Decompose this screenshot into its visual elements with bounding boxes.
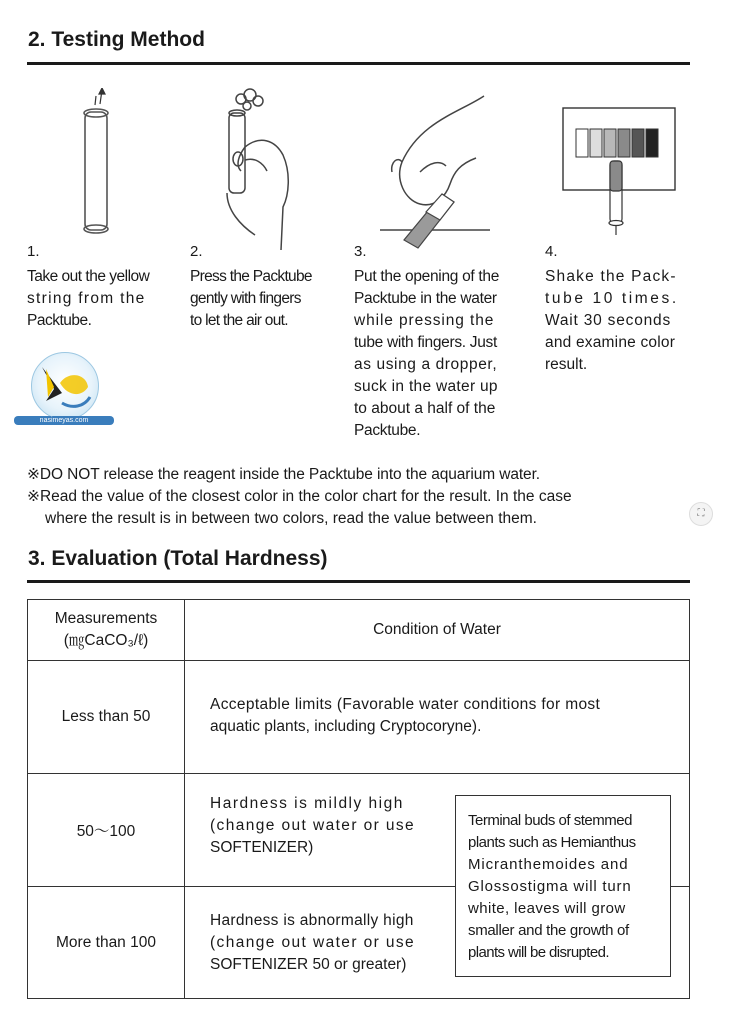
text-line: Packtube. [27, 312, 92, 329]
text-line: (change out water or use [210, 816, 416, 834]
header-text: Measurements [54, 610, 158, 627]
pull-arrow-icon [95, 88, 105, 105]
watermark-site: nasimeyas.com [14, 416, 114, 425]
text-line: Take out the yellow [27, 268, 150, 285]
text-line: and examine color [545, 334, 676, 351]
text-line: Shake the Pack- [545, 268, 677, 285]
text-line: result. [545, 356, 588, 373]
step-number: 3. [354, 243, 367, 260]
text-line: Hardness is abnormally high [210, 911, 414, 929]
step4-illustration [562, 107, 677, 237]
text-line: Put the opening of the [354, 268, 500, 285]
note-reading: ※Read the value of the closest color in the color chart for the result. In the case [27, 488, 572, 505]
packtube-icon [404, 194, 454, 248]
text-line: Acceptable limits (Favorable water conditions for most [210, 695, 601, 713]
expand-icon[interactable]: ⛶ [689, 502, 713, 526]
watermark-logo [31, 352, 99, 420]
step-number: 2. [190, 243, 203, 260]
text-line: Press the Packtube [190, 268, 312, 285]
table-header-row [28, 600, 690, 661]
text-line: Hardness is mildly high [210, 794, 404, 812]
fish-icon [32, 353, 98, 419]
section-title-testing: 2. Testing Method [28, 28, 205, 51]
packtube-icon [84, 109, 108, 233]
text-line: suck in the water up [354, 378, 498, 395]
text-line: tube 10 times. [545, 290, 679, 307]
measure-cell: 50〜100 [28, 774, 185, 887]
text-line: aquatic plants, including Cryptocoryne). [210, 717, 482, 735]
condition-cell [185, 661, 690, 774]
step3-illustration [380, 92, 490, 252]
measure-cell: Less than 50 [28, 661, 185, 774]
hand-icon [227, 140, 288, 250]
text-line: SOFTENIZER) [210, 838, 314, 856]
text-line: smaller and the growth of [468, 922, 629, 939]
text-line: (change out water or use [210, 933, 416, 951]
air-bubble-icon [236, 89, 263, 110]
step2-illustration [215, 85, 305, 250]
text-line: Packtube in the water [354, 290, 497, 307]
section-title-evaluation: 3. Evaluation (Total Hardness) [28, 547, 328, 570]
text-line: Terminal buds of stemmed [468, 812, 632, 829]
note-reading-cont: where the result is in between two colors, read the value between them. [45, 510, 537, 527]
text-line: as using a dropper, [354, 356, 498, 373]
table-row [28, 661, 690, 774]
text-line: Packtube. [354, 422, 421, 439]
text-line: to about a half of the [354, 400, 496, 417]
text-line: SOFTENIZER 50 or greater) [210, 955, 407, 973]
step1-illustration [70, 88, 130, 238]
header-condition: Condition of Water [185, 600, 690, 661]
packtube-icon [609, 161, 623, 235]
step-1-text [27, 266, 149, 332]
text-line: Glossostigma will turn [468, 878, 632, 895]
hand-icon [392, 96, 484, 205]
note-warning: ※DO NOT release the reagent inside the Packtube into the aquarium water. [27, 466, 540, 483]
step-number: 1. [27, 243, 40, 260]
step-2-text [190, 266, 312, 332]
text-line: while pressing the [354, 312, 495, 329]
text-line: string from the [27, 290, 146, 307]
text-line: plants such as Hemianthus [468, 834, 636, 851]
header-measurements [28, 600, 185, 661]
step-number: 4. [545, 243, 558, 260]
section-rule [27, 62, 690, 65]
text-line: tube with fingers. Just [354, 334, 498, 351]
header-unit: (㎎CaCO₃/ℓ) [63, 632, 149, 649]
text-line: Micranthemoides and [468, 856, 629, 873]
text-line: plants will be disrupted. [468, 944, 609, 961]
plant-effect-note [455, 795, 671, 977]
measure-cell: More than 100 [28, 887, 185, 999]
text-line: white, leaves will grow [468, 900, 626, 917]
text-line: gently with fingers [190, 290, 301, 307]
section-rule [27, 580, 690, 583]
step-4-text [545, 266, 679, 376]
step-3-text [354, 266, 499, 442]
text-line: to let the air out. [190, 312, 288, 329]
text-line: Wait 30 seconds [545, 312, 672, 329]
